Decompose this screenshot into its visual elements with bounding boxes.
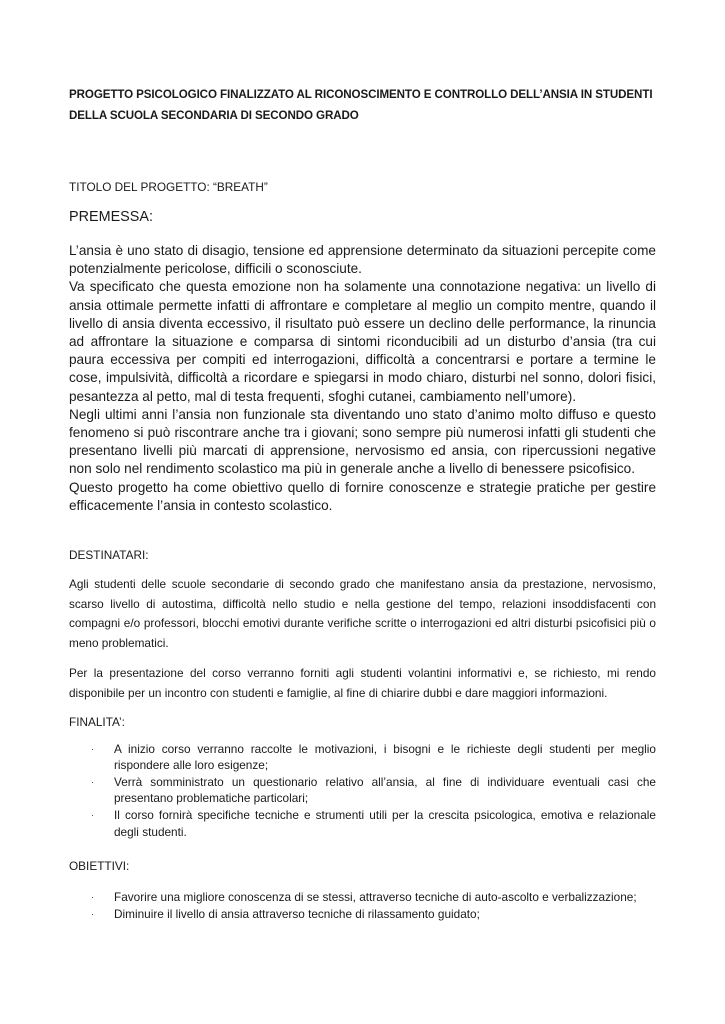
bullet-icon: · <box>91 776 94 787</box>
bullet-icon: · <box>91 908 94 919</box>
list-item-text: Verrà somministrato un questionario relativo all’ansia, al fine di individuare eventuali casi che presentano problematiche particolari; <box>114 774 656 806</box>
project-title: TITOLO DEL PROGETTO: “BREATH” <box>69 180 268 194</box>
list-item-text: Il corso fornirà specifiche tecniche e strumenti utili per la crescita psicologica, emotiva e relazionale degli studenti. <box>114 807 656 839</box>
destinatari-heading: DESTINATARI: <box>69 548 149 563</box>
bullet-icon: · <box>91 809 94 820</box>
destinatari-paragraph: Agli studenti delle scuole secondarie di secondo grado che manifestano ansia da prestazione, nervosismo, scarso livello di autostima, difficoltà nello studio e nella gestione del tempo, relazioni insoddisfacenti con compagni e/o professori, blocchi emotivi durante verifiche scritte o interrogazioni ed altri disturbi psicofisici più o meno problematici. <box>69 577 656 650</box>
document-title: PROGETTO PSICOLOGICO FINALIZZATO AL RICONOSCIMENTO E CONTROLLO DELL’ANSIA IN STUDENTI DELLA SCUOLA SECONDARIA DI SECONDO GRADO <box>69 88 653 122</box>
list-item <box>69 741 656 774</box>
premessa-paragraph: L’ansia è uno stato di disagio, tensione ed apprensione determinato da situazioni percepite come potenzialmente pericolose, difficili o sconosciute. <box>69 243 656 277</box>
premessa-heading: PREMESSA: <box>69 209 153 225</box>
finalita-list <box>69 741 656 841</box>
list-item-text: Diminuire il livello di ansia attraverso tecniche di rilassamento guidato; <box>114 906 480 921</box>
obiettivi-list <box>69 889 656 922</box>
bullet-icon: · <box>91 892 94 903</box>
list-item-text: A inizio corso verranno raccolte le motivazioni, i bisogni e le richieste degli studenti per meglio rispondere alle loro esigenze; <box>114 741 656 773</box>
premessa-body <box>69 242 656 515</box>
premessa-paragraph: Questo progetto ha come obiettivo quello di fornire conoscenze e strategie pratiche per gestire efficacemente l’ansia in contesto scolastico. <box>69 479 656 513</box>
premessa-paragraph: Va specificato che questa emozione non ha solamente una connotazione negativa: un livello di ansia ottimale permette infatti di affrontare e completare al meglio un compito mentre, quando il livello di ansia diventa eccessivo, il risultato può essere un declino delle performance, la rinuncia ad affrontare la situazione e comparsa di sintomi riconducibili ad un disturbo d’ansia (tra cui paura eccessiva per compiti ed interrogazioni, difficoltà a concentrarsi e portare a termine le cose, impulsività, difficoltà a ricordare e spiegarsi in modo chiaro, disturbi nel sonno, dolori fisici, pesantezza al petto, mal di testa frequenti, sfoghi cutanei, cambiamento nell’umore). <box>69 279 656 404</box>
premessa-paragraph: Negli ultimi anni l’ansia non funzionale sta diventando uno stato d’animo molto diffuso e questo fenomeno si può riscontrare anche tra i giovani; sono sempre più numerosi infatti gli studenti che presentano livelli più marcati di apprensione, nervosismo ed ansia, con ripercussioni negative non solo nel rendimento scolastico ma più in generale anche a livello di benessere psicofisico. <box>69 406 656 477</box>
list-item <box>69 889 656 906</box>
list-item <box>69 906 656 923</box>
finalita-heading: FINALITA’: <box>69 714 125 729</box>
list-item <box>69 807 656 840</box>
obiettivi-heading: OBIETTIVI: <box>69 859 130 874</box>
list-item-text: Favorire una migliore conoscenza di se stessi, attraverso tecniche di auto-ascolto e verbalizzazione; <box>114 890 637 905</box>
bullet-icon: · <box>91 743 94 754</box>
list-item <box>69 774 656 807</box>
document-page <box>69 84 656 922</box>
destinatari-paragraph: Per la presentazione del corso verranno forniti agli studenti volantini informativi e, se richiesto, mi rendo disponibile per un incontro con studenti e famiglie, al fine di chiarire dubbi e dare maggiori informazioni. <box>69 666 656 701</box>
